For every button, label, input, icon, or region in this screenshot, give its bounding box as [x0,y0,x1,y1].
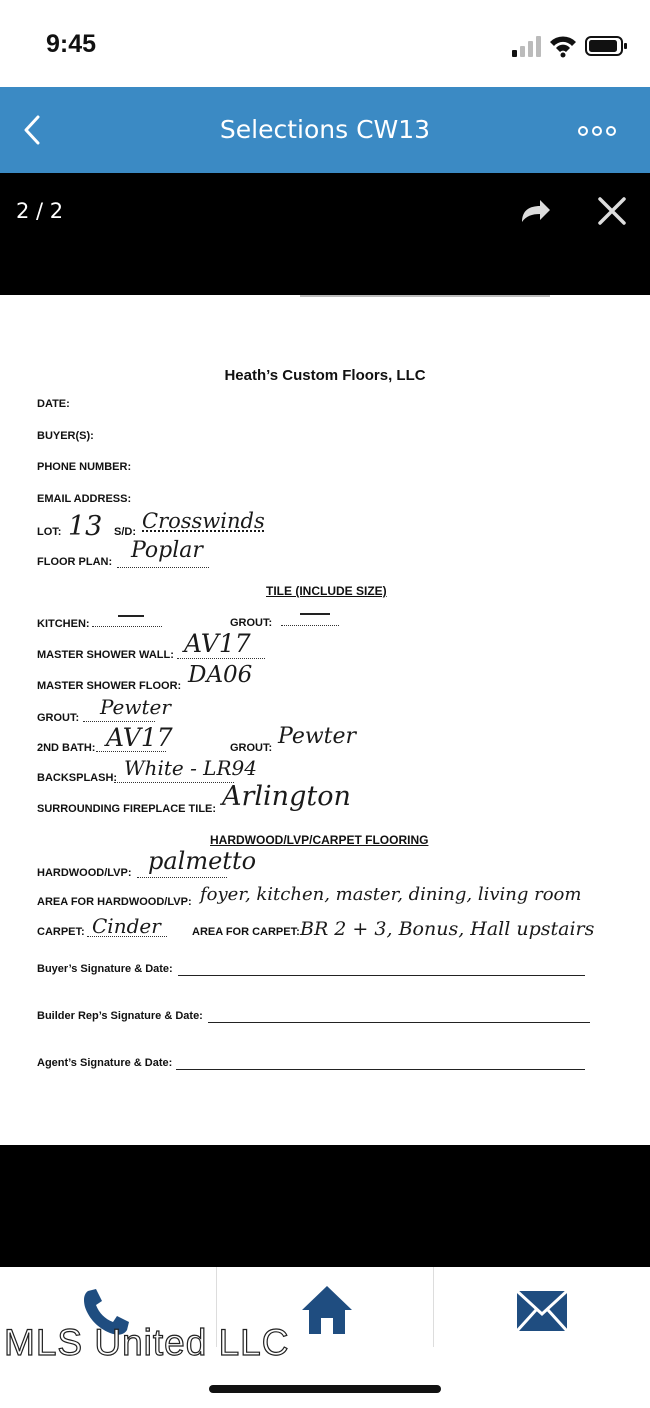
area-hardwood-value: foyer, kitchen, master, dining, living room [200,884,582,905]
hardwood-line [137,876,227,878]
area-carpet-label: AREA FOR CARPET: [192,926,300,938]
cell-signal-icon [512,36,541,57]
fireplace-label: SURROUNDING FIREPLACE TILE: [37,803,217,815]
bath2-value: AV17 [106,723,173,752]
area-carpet-value: BR 2 + 3, Bonus, Hall upstairs [300,918,595,940]
builder-signature-line [208,1021,590,1023]
grout2-value: Pewter [100,695,171,719]
page-edge [300,295,550,297]
backsplash-value: White - LR94 [124,756,257,780]
phone-label: PHONE NUMBER: [37,461,132,473]
floor-plan-line [117,566,209,568]
close-icon[interactable] [597,196,627,226]
master-shower-wall-label: MASTER SHOWER WALL: [37,649,174,661]
viewer-toolbar [0,173,650,295]
agent-signature-line [176,1068,585,1070]
share-icon[interactable] [518,196,552,226]
carpet-value: Cinder [92,914,161,938]
app-header [0,87,650,173]
flooring-heading: HARDWOOD/LVP/CARPET FLOORING [210,833,429,847]
lot-value: 13 [68,511,103,542]
sd-label: S/D: [114,526,136,538]
buyer-signature-line [178,974,585,976]
document-page [0,295,650,1145]
status-time: 9:45 [46,30,97,58]
grout-dash-mark [300,613,330,615]
document-title: Heath’s Custom Floors, LLC [224,367,426,384]
backsplash-label: BACKSPLASH: [37,772,118,784]
fireplace-value: Arlington [222,781,351,812]
kitchen-label: KITCHEN: [37,618,90,630]
home-indicator[interactable] [209,1385,441,1393]
mail-icon[interactable] [516,1290,568,1332]
carpet-label: CARPET: [37,926,85,938]
master-shower-wall-value: AV17 [184,629,251,658]
grout-label: GROUT: [230,617,273,629]
area-hardwood-label: AREA FOR HARDWOOD/LVP: [37,896,192,908]
floor-plan-label: FLOOR PLAN: [37,556,113,568]
kitchen-line [92,625,162,627]
agent-signature-label: Agent’s Signature & Date: [37,1057,173,1069]
battery-icon [586,37,627,55]
builder-signature-label: Builder Rep’s Signature & Date: [37,1010,203,1022]
lot-label: LOT: [37,526,62,538]
bath2-label: 2ND BATH: [37,742,96,754]
tile-heading: TILE (INCLUDE SIZE) [266,584,387,598]
hardwood-label: HARDWOOD/LVP: [37,867,132,879]
wifi-icon [550,36,576,57]
page-counter: 2 / 2 [16,199,64,223]
viewer-bottom-area [0,1145,650,1267]
home-icon[interactable] [300,1284,354,1336]
master-shower-floor-value: DA06 [188,662,253,688]
more-icon[interactable] [578,125,616,137]
page-title: Selections CW13 [219,115,431,144]
grout2-label: GROUT: [37,712,80,724]
hardwood-value: palmetto [148,847,257,875]
tab-divider [433,1267,434,1347]
floor-plan-value: Poplar [131,538,203,563]
date-label: DATE: [37,398,70,410]
master-shower-floor-label: MASTER SHOWER FLOOR: [37,680,182,692]
status-bar [0,0,650,87]
watermark: MLS United LLC [4,1322,290,1363]
backsplash-line [114,781,234,783]
bath2-grout-label: GROUT: [230,742,273,754]
buyer-signature-label: Buyer’s Signature & Date: [37,963,173,975]
buyers-label: BUYER(S): [37,430,94,442]
grout-line [281,624,339,626]
kitchen-dash-mark [118,615,144,617]
sd-value: Crosswinds [142,509,265,533]
status-icons [512,34,630,58]
bath2-grout-value: Pewter [278,724,357,749]
email-label: EMAIL ADDRESS: [37,493,132,505]
grout2-line [83,720,155,722]
